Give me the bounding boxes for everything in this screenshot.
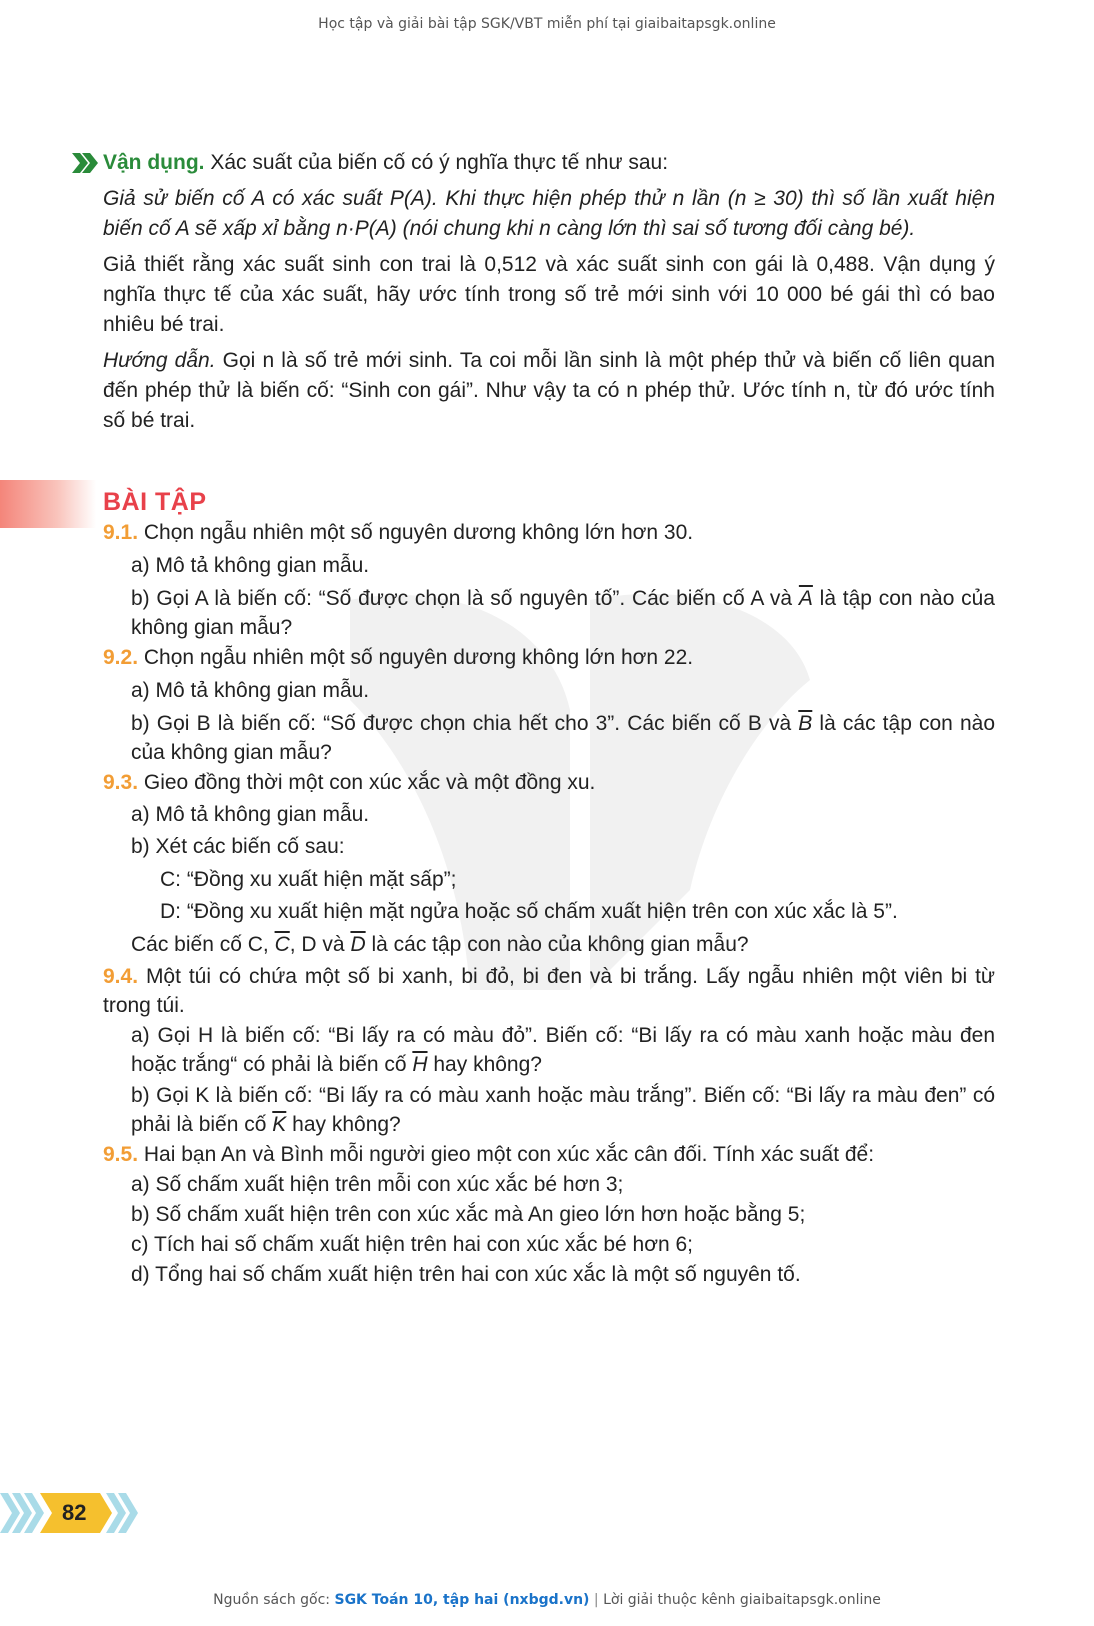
- exercise-9-2: [103, 643, 995, 672]
- exercise-9-2-b-part1: b) Gọi B là biến cố: “Số được chọn chia hết cho 3”. Các biến cố B và: [131, 712, 792, 735]
- exercise-9-1-b: [131, 584, 995, 642]
- footer-suffix: Lời giải thuộc kênh giaibaitapsgk.online: [603, 1592, 881, 1608]
- footer-separator: |: [593, 1592, 599, 1608]
- exercise-9-5-d: d) Tổng hai số chấm xuất hiện trên hai con xúc xắc là một số nguyên tố.: [131, 1263, 801, 1286]
- event-c: C: “Đồng xu xuất hiện mặt sấp”;: [160, 868, 457, 891]
- complement-h: $\overline{H}$: [412, 1053, 428, 1076]
- van-dung-title: Vận dụng.: [103, 151, 205, 174]
- event-d: D: “Đồng xu xuất hiện mặt ngửa hoặc số chấm xuất hiện trên con xúc xắc là 5”.: [160, 900, 898, 923]
- exercise-9-5-a: a) Số chấm xuất hiện trên mỗi con xúc xắc bé hơn 3;: [131, 1173, 624, 1196]
- guide-label: Hướng dẫn.: [103, 349, 216, 372]
- guide-text: Gọi n là số trẻ mới sinh. Ta coi mỗi lần sinh là một phép thử và biến cố liên quan đến phép thử là biến cố: “Sinh con gái”. Như vậy ta có n phép thử. Ước tính n, từ đó ước tính số bé trai.: [103, 349, 996, 432]
- page-number: 82: [62, 1500, 87, 1525]
- exercise-9-5: [103, 1140, 995, 1169]
- exercise-text: Chọn ngẫu nhiên một số nguyên dương không lớn hơn 30.: [143, 521, 694, 544]
- footer-note: [0, 1592, 1094, 1608]
- exercise-9-4-a: [131, 1021, 995, 1079]
- section-band: [0, 480, 96, 528]
- van-dung-block: [103, 148, 995, 442]
- van-dung-intro: [103, 148, 995, 178]
- exercise-9-2-a: a) Mô tả không gian mẫu.: [131, 679, 370, 702]
- question-part1: Các biến cố C,: [131, 933, 269, 956]
- exercise-9-1-b-part1: b) Gọi A là biến cố: “Số được chọn là số nguyên tố”. Các biến cố A và: [131, 587, 793, 610]
- exercise-9-4-b-part2: hay không?: [292, 1113, 401, 1136]
- exercise-9-4: [103, 962, 995, 1020]
- double-chevron-icon: [72, 153, 98, 173]
- exercise-9-2-b-part2: là các tập con nào của không gian mẫu?: [131, 712, 996, 764]
- footer-source-link[interactable]: SGK Toán 10, tập hai (nxbgd.vn): [334, 1592, 590, 1608]
- exercise-9-5-b: b) Số chấm xuất hiện trên con xúc xắc mà An gieo lớn hơn hoặc bằng 5;: [131, 1203, 806, 1226]
- complement-b: $\overline{B}$: [798, 712, 813, 735]
- exercise-number: 9.5.: [103, 1143, 139, 1166]
- footer-prefix: Nguồn sách gốc:: [213, 1592, 331, 1608]
- exercise-number: 9.2.: [103, 646, 139, 669]
- exercise-9-5-c: c) Tích hai số chấm xuất hiện trên hai con xúc xắc bé hơn 6;: [131, 1233, 694, 1256]
- question-part2: , D và: [289, 933, 345, 956]
- exercise-text: Một túi có chứa một số bi xanh, bi đỏ, bi đen và bi trắng. Lấy ngẫu nhiên một viên bi từ trong túi.: [103, 965, 995, 1017]
- exercise-9-3-a: a) Mô tả không gian mẫu.: [131, 803, 370, 826]
- exercise-text: Hai bạn An và Bình mỗi người gieo một con xúc xắc cân đối. Tính xác suất để:: [143, 1143, 875, 1166]
- complement-k: $\overline{K}$: [272, 1113, 287, 1136]
- exercise-number: 9.4.: [103, 965, 139, 988]
- exercise-9-4-b: [131, 1081, 995, 1139]
- exercise-9-1: [103, 518, 995, 547]
- exercise-9-3-question: [131, 930, 995, 959]
- exercise-9-2-b: [131, 709, 995, 767]
- exercise-number: 9.3.: [103, 771, 139, 794]
- van-dung-italic-paragraph: Giả sử biến cố A có xác suất P(A). Khi thực hiện phép thử n lần (n ≥ 30) thì số lần xuất hiện biến cố A sẽ xấp xỉ bằng n·P(A) (nói chung khi n càng lớn thì sai số tương đối càng bé).: [103, 187, 995, 240]
- complement-d: $\overline{D}$: [350, 933, 366, 956]
- exercise-9-3-b: b) Xét các biến cố sau:: [131, 835, 345, 858]
- exercise-9-4-a-part1: a) Gọi H là biến cố: “Bi lấy ra có màu đỏ”. Biến cố: “Bi lấy ra có màu xanh hoặc màu đen hoặc trắng“ có phải là biến cố: [131, 1024, 995, 1076]
- header-note: Học tập và giải bài tập SGK/VBT miễn phí tại giaibaitapsgk.online: [318, 16, 776, 32]
- exercise-text: Chọn ngẫu nhiên một số nguyên dương không lớn hơn 22.: [143, 646, 694, 669]
- van-dung-intro-text: Xác suất của biến cố có ý nghĩa thực tế như sau:: [210, 151, 669, 174]
- exercise-9-1-b-part2: là tập con nào của không gian mẫu?: [131, 587, 995, 639]
- exercise-text: Gieo đồng thời một con xúc xắc và một đồng xu.: [143, 771, 596, 794]
- guide-paragraph: [103, 346, 995, 436]
- complement-c: $\overline{C}$: [274, 933, 290, 956]
- exercise-9-1-a: a) Mô tả không gian mẫu.: [131, 554, 370, 577]
- van-dung-paragraph: Giả thiết rằng xác suất sinh con trai là 0,512 và xác suất sinh con gái là 0,488. Vận dụng ý nghĩa thực tế của xác suất, hãy ước tính trong số trẻ mới sinh với 10 000 bé gái thì có bao nhiêu bé trai.: [103, 253, 995, 336]
- exercise-9-3: [103, 768, 995, 797]
- complement-a: $\overline{A}$: [798, 587, 813, 610]
- exercise-number: 9.1.: [103, 521, 139, 544]
- question-part3: là các tập con nào của không gian mẫu?: [371, 933, 749, 956]
- exercise-9-4-a-part2: hay không?: [433, 1053, 542, 1076]
- section-title: BÀI TẬP: [103, 488, 207, 516]
- exercise-9-4-b-part1: b) Gọi K là biến cố: “Bi lấy ra có màu xanh hoặc màu trắng”. Biến cố: “Bi lấy ra màu đen” có phải là biến cố: [131, 1084, 995, 1136]
